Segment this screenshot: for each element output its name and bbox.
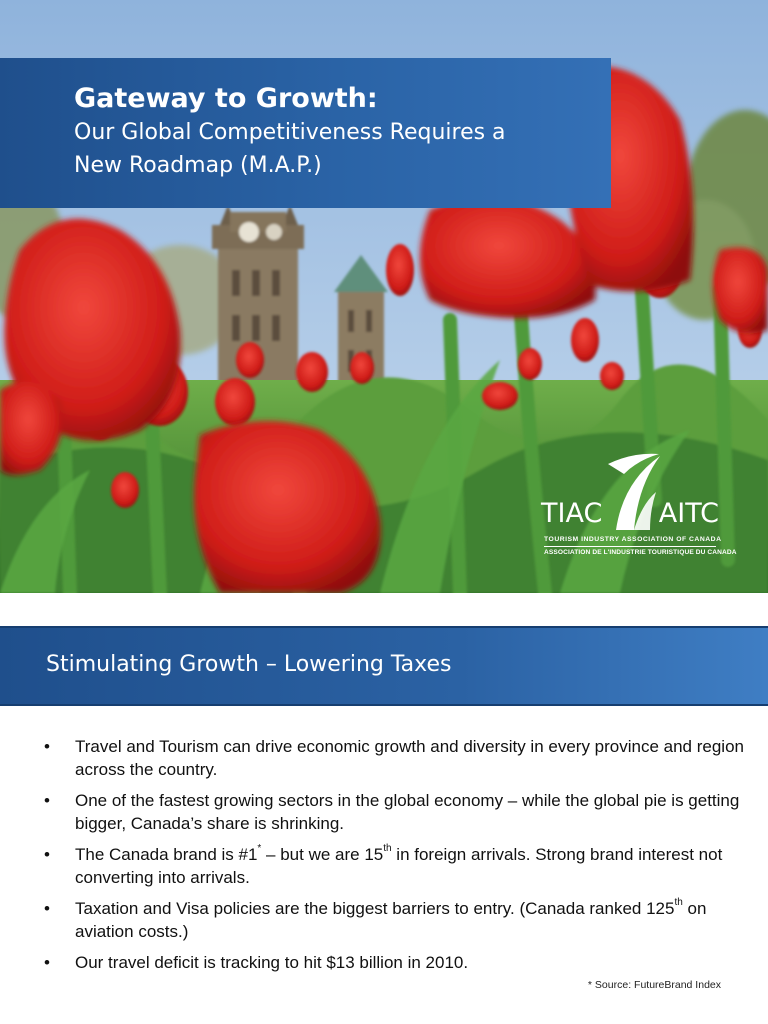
asterisk-superscript: * bbox=[257, 843, 262, 855]
logo-org-english: TOURISM INDUSTRY ASSOCIATION OF CANADA bbox=[544, 536, 722, 543]
bullet-list bbox=[44, 735, 744, 982]
bullet-item-1 bbox=[44, 735, 744, 781]
bullet-item-3 bbox=[44, 843, 744, 889]
bullet-text-2: One of the fastest growing sectors in the global economy – while the global pie is getting bigger, Canada’s share is shrinking. bbox=[75, 791, 740, 833]
bullet-marker: • bbox=[44, 899, 50, 918]
ordinal-superscript: th bbox=[383, 843, 392, 855]
bullet-text-3b: – but we are 15 bbox=[261, 845, 384, 864]
page-subtitle-line1: Our Global Competitiveness Requires a bbox=[74, 120, 506, 145]
source-footnote: * Source: FutureBrand Index bbox=[587, 979, 721, 991]
bullet-marker: • bbox=[44, 845, 50, 864]
bullet-marker: • bbox=[44, 737, 50, 756]
bullet-marker: • bbox=[44, 791, 50, 810]
bullet-text-4b: on aviation costs.) bbox=[75, 899, 707, 941]
ordinal-superscript: th bbox=[674, 897, 683, 909]
logo-divider bbox=[544, 546, 716, 547]
logo-aitc: AITC bbox=[658, 498, 719, 529]
logo-tiac: TIAC bbox=[541, 498, 603, 529]
bullet-text-4a: Taxation and Visa policies are the biggest barriers to entry. (Canada ranked 125 bbox=[75, 899, 675, 918]
logo-wordmark bbox=[538, 498, 723, 530]
bullet-text-5: Our travel deficit is tracking to hit $13 billion in 2010. bbox=[75, 953, 469, 972]
section-header-bar bbox=[0, 626, 768, 706]
bullet-item-2 bbox=[44, 789, 744, 835]
title-banner bbox=[0, 58, 611, 208]
bullet-text-3a: The Canada brand is #1 bbox=[75, 845, 258, 864]
bullet-marker: • bbox=[44, 953, 50, 972]
bullet-item-4 bbox=[44, 897, 744, 943]
bullet-text-3c: in foreign arrivals. Strong brand interest not converting into arrivals. bbox=[75, 845, 723, 887]
bullet-item-5 bbox=[44, 951, 744, 974]
bullet-text-1: Travel and Tourism can drive economic growth and diversity in every province and region across the country. bbox=[75, 737, 744, 779]
page-title: Gateway to Growth: bbox=[74, 83, 378, 114]
page-subtitle-line2: New Roadmap (M.A.P.) bbox=[74, 153, 322, 178]
section-title: Stimulating Growth – Lowering Taxes bbox=[46, 652, 452, 677]
tiac-logo bbox=[538, 452, 737, 572]
logo-org-french: ASSOCIATION DE L'INDUSTRIE TOURISTIQUE DU CANADA bbox=[544, 549, 737, 556]
